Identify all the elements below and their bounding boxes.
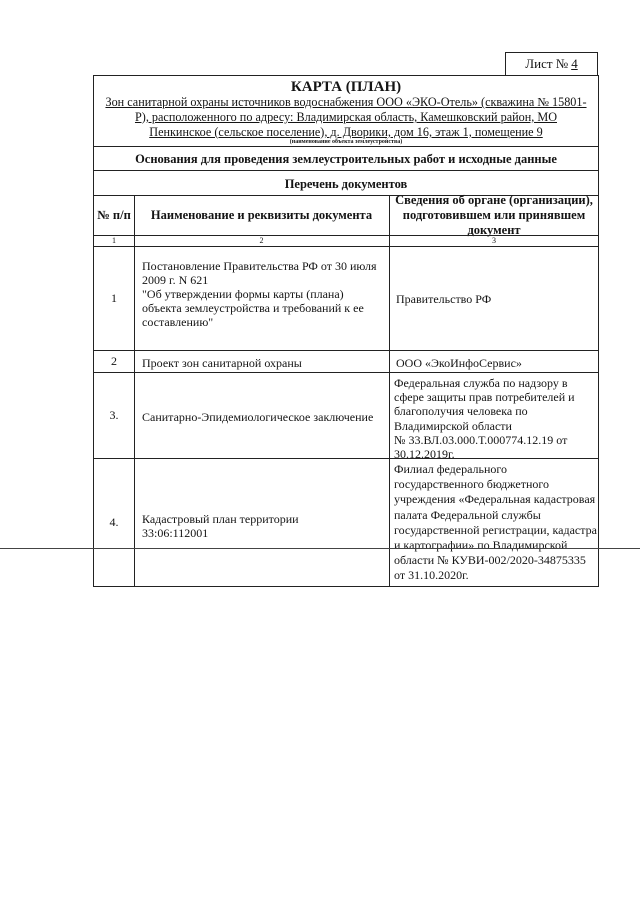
row-3-org: Федеральная служба по надзору в сфере защиты прав потребителей и благополучия человека по Владимирской области № 33.ВЛ.03.000.Т.000774.12.19 от 30.12.2019г. [394,376,575,462]
divider [94,458,598,459]
row-4-org: Филиал федерального государственного бюджетного учреждения «Федеральная кадастровая палата Федеральной службы государственной регистрации, кадастра и картографии» по Владимирской области № КУВИ-002/2020-34875335 от 31.10.2020г. [394,462,597,583]
col-header-name: Наименование и реквизиты документа [150,207,373,222]
divider [94,246,598,247]
document-frame [93,75,599,587]
row-1-org: Правительство РФ [396,292,492,306]
col-header-org: Сведения об органе (организации), подготовившем или принявшем документ [395,192,593,237]
object-sublabel: (наименование объекта землеустройства) [289,139,403,145]
document-title: КАРТА (ПЛАН) [290,79,402,95]
sheet-label: Лист № [525,56,569,71]
divider [94,170,598,171]
row-1-name: Постановление Правительства РФ от 30 июля 2009 г. N 621 "Об утверждении формы карты (плана) объекта землеустройства и требований к ее составлению" [142,259,377,329]
col-index: 1 [112,235,116,245]
col-index: 2 [259,235,264,245]
divider [94,372,598,373]
row-2-name: Проект зон санитарной охраны [142,356,302,370]
col-index: 3 [492,235,496,245]
list-title: Перечень документов [284,177,408,191]
sheet-number-box [505,52,598,76]
object-description: Зон санитарной охраны источников водоснабжения ООО «ЭКО-Отель» (скважина № 15801-Р), расположенного по адресу: Владимирская область, Камешковский район, МО Пенкинское (сельское поселение), д. Дворики, дом 16, этаж 1, помещение 9 [105,95,587,139]
col-header-num: № п/п [97,207,131,222]
row-1-num: 1 [111,291,117,305]
row-3-num: 3. [109,408,119,422]
section-title: Основания для проведения землеустроительных работ и исходные данные [135,152,557,166]
row-4-name: Кадастровый план территории 33:06:112001 [142,512,299,540]
column-divider [134,195,135,586]
divider [94,350,598,351]
column-divider [389,195,390,586]
divider [94,146,598,147]
sheet-number: 4 [571,56,578,71]
row-2-num: 2 [111,354,117,368]
row-3-name: Санитарно-Эпидемиологическое заключение [142,410,374,424]
scan-artifact-line [0,548,640,549]
row-2-org: ООО «ЭкоИнфоСервис» [396,356,522,370]
row-4-num: 4. [109,515,119,529]
